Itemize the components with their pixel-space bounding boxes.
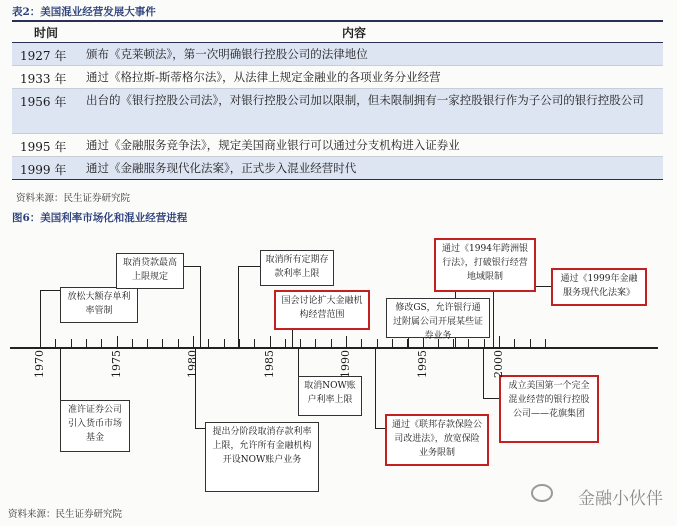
watermark-text: 金融小伙伴 <box>578 489 663 509</box>
connector-line <box>195 428 205 429</box>
table-caption: 表2：美国混业经营发展大事件 <box>12 6 156 18</box>
axis-tick <box>315 339 316 348</box>
axis-tick <box>270 336 271 348</box>
axis-tick <box>254 339 255 348</box>
axis-tick <box>530 339 531 348</box>
axis-tick <box>331 339 332 348</box>
axis-tick <box>162 339 163 348</box>
axis-year-label: 1990 <box>339 350 352 378</box>
timeline-axis <box>10 347 658 349</box>
axis-tick <box>514 339 515 348</box>
connector-line <box>493 286 494 348</box>
axis-tick <box>361 339 362 348</box>
event-box-6: 通过《1994年跨洲银行法》，打破银行经营地域限制 <box>434 238 536 292</box>
axis-tick <box>178 339 179 348</box>
axis-year-label: 1970 <box>33 350 46 378</box>
row-event: 颁布《克莱顿法》，第一次明确银行控股公司的法律地位 <box>86 47 368 61</box>
axis-tick <box>86 339 87 348</box>
connector-line <box>375 428 385 429</box>
event-box-9: 提出分阶段取消存款利率上限，允许所有金融机构开设NOW账户业务 <box>205 422 319 492</box>
event-box-5: 修改GS，允许银行通过附属公司开展某些证券业务 <box>386 298 490 338</box>
row-event: 通过《金融服务竞争法》，规定美国商业银行可以通过分支机构进入证券业 <box>86 138 460 152</box>
event-box-7: 通过《1999年金融服务现代化法案》 <box>551 268 647 306</box>
axis-tick <box>499 336 500 348</box>
row-year: 1956 年 <box>20 95 67 109</box>
event-box-12: 成立美国第一个完全混业经营的银行控股公司——花旗集团 <box>499 375 599 443</box>
table-row <box>12 43 663 66</box>
row-year: 1927 年 <box>20 49 67 63</box>
event-box-2: 取消贷款最高上限规定 <box>116 253 184 289</box>
table-row <box>12 66 663 89</box>
axis-tick <box>132 339 133 348</box>
connector-line <box>483 398 499 399</box>
events-table <box>12 20 663 180</box>
row-event: 通过《金融服务现代化法案》，正式步入混业经营时代 <box>86 161 357 175</box>
connector-line <box>483 348 484 398</box>
axis-tick <box>239 339 240 348</box>
axis-tick <box>117 336 118 348</box>
event-box-10: 取消NOW账户利率上限 <box>298 376 362 416</box>
figure-source: 资料来源：民生证券研究院 <box>8 509 123 520</box>
event-box-3: 取消所有定期存款利率上限 <box>260 250 334 286</box>
axis-tick <box>377 339 378 348</box>
connector-line <box>292 330 293 348</box>
axis-tick <box>468 339 469 348</box>
axis-tick <box>147 339 148 348</box>
axis-tick <box>71 339 72 348</box>
row-year: 1933 年 <box>20 72 67 86</box>
connector-line <box>238 266 260 267</box>
axis-tick <box>346 336 347 348</box>
table-row <box>12 157 663 180</box>
axis-tick <box>101 339 102 348</box>
axis-year-label: 1985 <box>262 350 276 378</box>
axis-tick <box>453 339 454 348</box>
axis-tick <box>392 339 393 348</box>
table-source: 资料来源：民生证券研究院 <box>16 193 131 204</box>
axis-tick <box>55 339 56 348</box>
header-time: 时间 <box>34 26 59 40</box>
event-box-11: 通过《联邦存款保险公司改进法》，放宽保险业务限制 <box>385 414 489 466</box>
table-row <box>12 134 663 157</box>
connector-line <box>298 348 299 378</box>
axis-year-label: 2000 <box>492 350 505 378</box>
event-box-4: 国会讨论扩大金融机构经营范围 <box>274 290 370 330</box>
axis-tick <box>484 339 485 348</box>
connector-line <box>238 266 239 348</box>
row-event: 通过《格拉斯-斯蒂格尔法》，从法律上规定金融业的各项业务分业经营 <box>86 70 441 84</box>
header-content: 内容 <box>342 26 367 40</box>
row-year: 1995 年 <box>20 140 67 154</box>
connector-line <box>184 266 201 267</box>
axis-tick <box>224 339 225 348</box>
axis-tick <box>285 339 286 348</box>
connector-line <box>375 348 376 428</box>
table-header <box>12 20 663 43</box>
wechat-icon <box>531 484 553 502</box>
axis-tick <box>545 339 546 348</box>
table-row <box>12 89 663 134</box>
figure-caption: 图6：美国利率市场化和混业经营进程 <box>12 212 188 224</box>
connector-line <box>40 290 41 348</box>
row-event: 出台的《银行控股公司法》，对银行控股公司加以限制，但未限制拥有一家控股银行作为子公司的银行控股公司 <box>86 93 644 107</box>
connector-line <box>200 266 201 348</box>
axis-year-label: 1995 <box>415 350 429 378</box>
connector-line <box>40 290 60 291</box>
row-year: 1999 年 <box>20 163 67 177</box>
axis-year-label: 1980 <box>186 350 199 378</box>
event-box-1: 放松大额存单利率管制 <box>60 287 138 323</box>
axis-year-label: 1975 <box>109 350 123 378</box>
axis-tick <box>300 339 301 348</box>
connector-line <box>60 348 61 403</box>
axis-tick <box>193 336 194 348</box>
event-box-8: 准许证券公司引入货币市场基金 <box>60 400 130 452</box>
axis-tick <box>208 339 209 348</box>
